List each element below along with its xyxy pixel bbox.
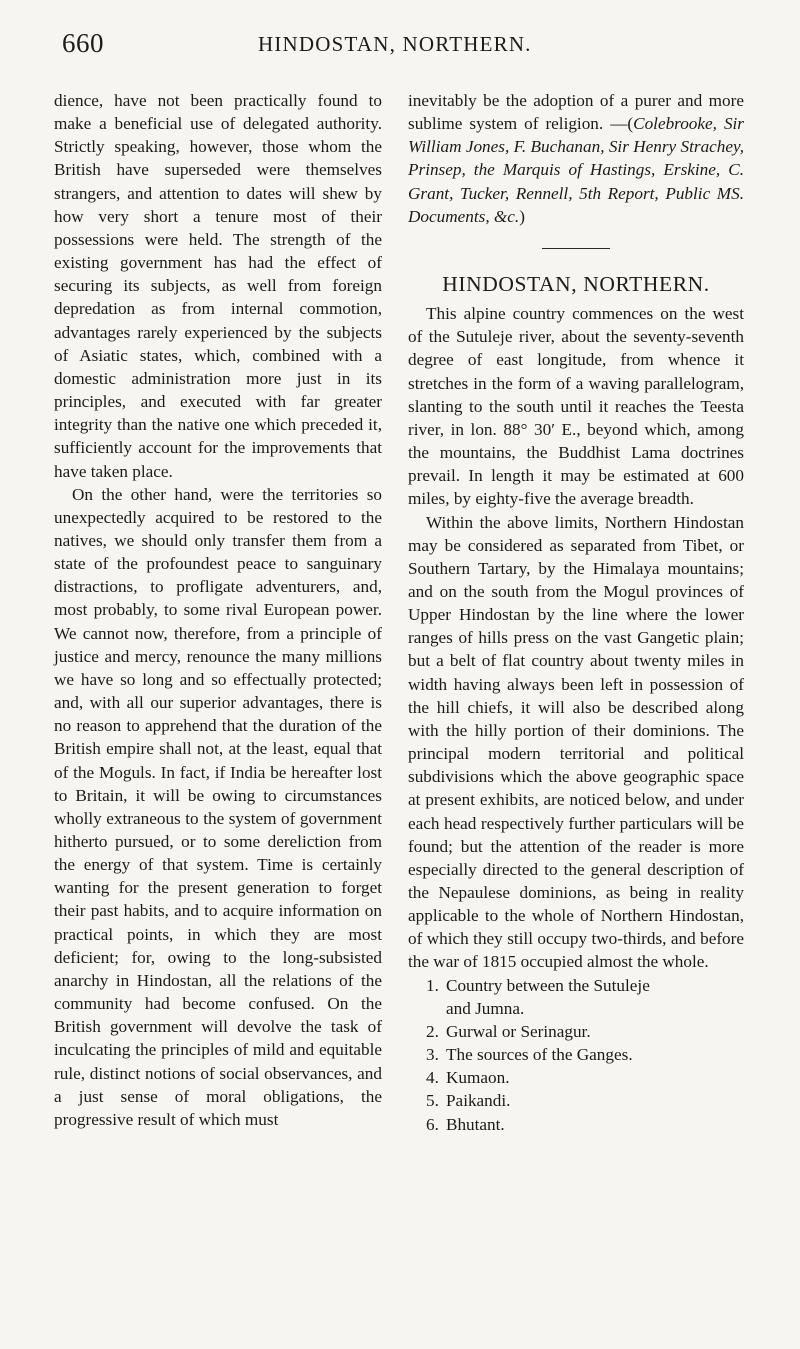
list-item-number: 3. (426, 1045, 439, 1065)
list-item (408, 1043, 744, 1066)
left-column (54, 89, 382, 1131)
list-item (408, 974, 744, 1020)
list-item-number: 4. (426, 1068, 439, 1088)
list-item-label: The sources of the Ganges. (446, 1045, 633, 1065)
list-item-label: Paikandi. (446, 1091, 511, 1111)
page-number: 660 (62, 28, 104, 58)
right-column (408, 89, 744, 1136)
list-item-number: 5. (426, 1091, 439, 1111)
section-divider (542, 248, 610, 249)
subdivision-list (408, 974, 744, 1136)
list-item (408, 1066, 744, 1089)
list-item-label: Kumaon. (446, 1068, 510, 1088)
paragraph-continued: dience, have not been practically found to make a beneficial use of delegated authority. Strictly speaking, however, those whom the British have superseded were themselves strangers, and attention to dates will shew by how very short a tenure most of their possessions were held. The strength of the existing government has had the effect of securing its subjects, as well from foreign depredation as from internal commotion, advantages rarely experienced by the subjects of Asiatic states, which, combined with a domestic administration more just in its principles, and executed with far greater integrity than the native one which preceded it, sufficiently account for the improvements that have taken place. (54, 91, 382, 481)
list-item-label: Bhutant. (446, 1114, 505, 1134)
citation-prefix: —( (610, 114, 634, 134)
page-header (62, 28, 762, 68)
list-item-label-continued: and Jumna. (446, 998, 525, 1018)
list-item-label: Gurwal or Serinagur. (446, 1021, 591, 1041)
citation-sources: Colebrooke, Sir William Jones, F. Buchanan, Sir Henry Strachey, Prinsep, the Marquis of Hastings, Erskine, C. Grant, Tucker, Rennell, 5th Report, Public MS. Documents, &c. (408, 114, 744, 226)
list-item (408, 1113, 744, 1136)
citation-suffix: ) (519, 206, 525, 226)
list-item (408, 1020, 744, 1043)
list-item-label: Country between the Sutuleje (446, 975, 650, 995)
paragraph: Within the above limits, Northern Hindostan may be considered as separated from Tibet, or Southern Tartary, by the Himalaya mountains; and on the south from the Mogul provinces of Upper Hindostan by the line where the lower ranges of hills press on the vast Gangetic plain; but a belt of flat country about twenty miles in width having always been left in possession of the hill chiefs, it will also be described along with the hilly portion of their dominions. The principal modern territorial and political subdivisions which the above geographic space at present exhibits, are noticed below, and under each head respectively further particulars will be found; but the attention of the reader is more especially directed to the general description of the Nepaulese dominions, as being in reality applicable to the whole of Northern Hindostan, of which they still occupy two-thirds, and before the war of 1815 occupied almost the whole. (408, 512, 744, 972)
list-item-number: 6. (426, 1114, 439, 1134)
paragraph: On the other hand, were the territories so unexpectedly acquired to be restored to the natives, we should only transfer them from a state of the profoundest peace to sanguinary distractions, to profligate adventurers, and, most probably, to some rival European power. We cannot now, therefore, from a principle of justice and mercy, renounce the many millions we have so long and so effectually protected; and, with all our superior advantages, there is no reason to apprehend that the duration of the British empire shall not, at the least, equal that of the Moguls. In fact, if India be hereafter lost to Britain, it will be owing to circumstances wholly extraneous to the system of government hitherto pursued, or to some dereliction from the energy of that system. Time is certainly wanting for the present generation to forget their past habits, and to acquire information on practical points, in which they are most deficient; for, owing to the long-subsisted anarchy in Hindostan, all the relations of the community had become confused. On the British government will devolve the task of inculcating the principles of mild and equitable rule, distinct notions of social observances, and a just sense of moral obligations, the progressive result of which must (54, 484, 382, 1129)
list-item-number: 1. (426, 975, 439, 995)
list-item-number: 2. (426, 1021, 439, 1041)
list-item (408, 1089, 744, 1112)
running-head: HINDOSTAN, NORTHERN. (258, 32, 532, 56)
section-heading: HINDOSTAN, NORTHERN. (442, 271, 710, 296)
paragraph: This alpine country commences on the west of the Sutuleje river, about the seventy-seventh degree of east longitude, from whence it stretches in the form of a waving parallelogram, slanting to the south until it reaches the Teesta river, in lon. 88° 30′ E., beyond which, among the mountains, the Buddhist Lama doctrines prevail. In length it may be estimated at 600 miles, by eighty-five the average breadth. (408, 304, 744, 509)
paragraph-continued (408, 89, 744, 228)
continuation-text: inevitably be the adoption of a purer and more sublime system of religion. (408, 91, 744, 134)
